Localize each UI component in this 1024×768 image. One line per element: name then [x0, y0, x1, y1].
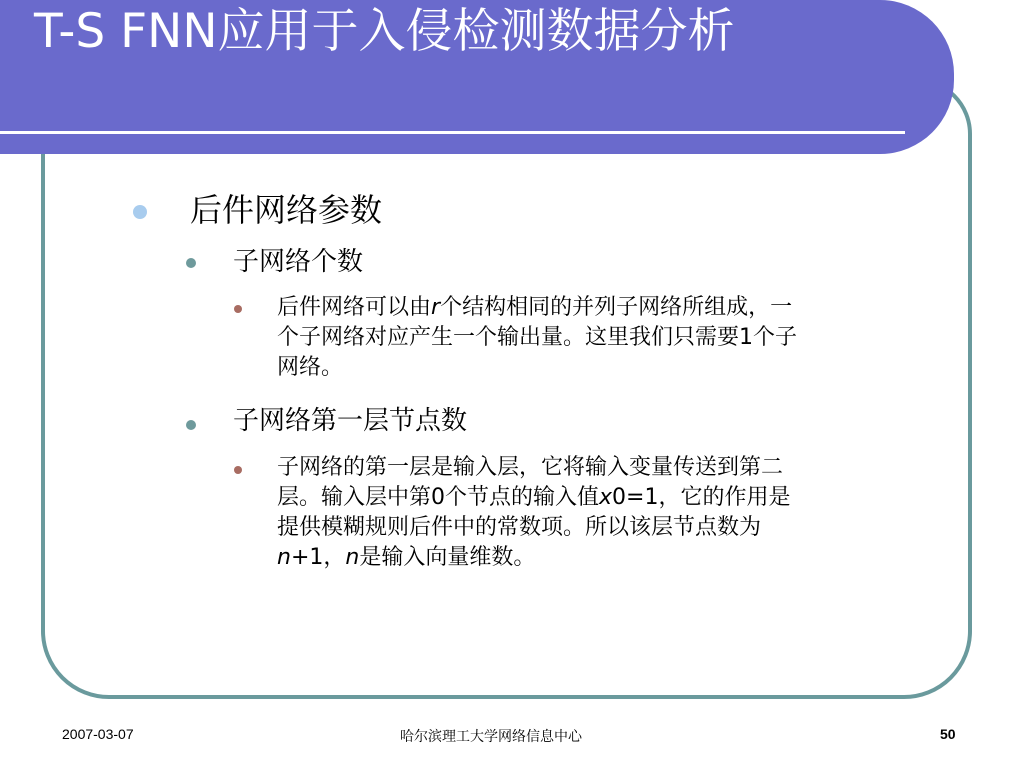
bullet-dot-l1: [133, 205, 147, 219]
text-span: 后件网络可以由: [277, 295, 432, 320]
variable-r: r: [431, 295, 441, 320]
bullet-l2-subnet-count: 子网络个数: [233, 247, 364, 277]
footer-date: 2007-03-07: [62, 726, 134, 742]
text-line: 提供模糊规则后件中的常数项。所以该层节点数为: [277, 515, 762, 540]
bullet-l3-first-layer-desc: [277, 453, 957, 573]
text-span: 层。输入层中第0个节点的输入值: [277, 485, 599, 510]
text-line: 网络。: [277, 355, 344, 380]
text-span: 个结构相同的并列子网络所组成，一: [440, 295, 793, 320]
footer-page-number: 50: [940, 726, 956, 742]
variable-n: n: [345, 545, 360, 570]
text-line: [277, 483, 957, 513]
bullet-dot-l3: [234, 466, 242, 474]
text-line: 个子网络对应产生一个输出量。这里我们只需要1个子: [277, 325, 797, 350]
bullet-dot-l3: [234, 305, 242, 313]
text-span: 0=1，它的作用是: [612, 485, 791, 510]
bullet-l2-first-layer-nodes: 子网络第一层节点数: [233, 406, 468, 436]
text-span: +1，: [290, 545, 346, 570]
bullet-l1-heading: 后件网络参数: [190, 191, 383, 229]
text-span: 是输入向量维数。: [359, 545, 536, 570]
bullet-dot-l2: [186, 258, 196, 268]
slide-title: T-S FNN应用于入侵检测数据分析: [34, 4, 735, 59]
text-line: 子网络的第一层是输入层，它将输入变量传送到第二: [277, 455, 784, 480]
bullet-dot-l2: [186, 420, 196, 430]
footer-organization: 哈尔滨理工大学网络信息中心: [400, 728, 582, 744]
variable-n: n: [277, 545, 291, 570]
text-line: [277, 293, 957, 323]
bullet-l3-subnet-desc: [277, 293, 957, 383]
text-line: [277, 543, 957, 573]
variable-x: x: [599, 485, 613, 510]
